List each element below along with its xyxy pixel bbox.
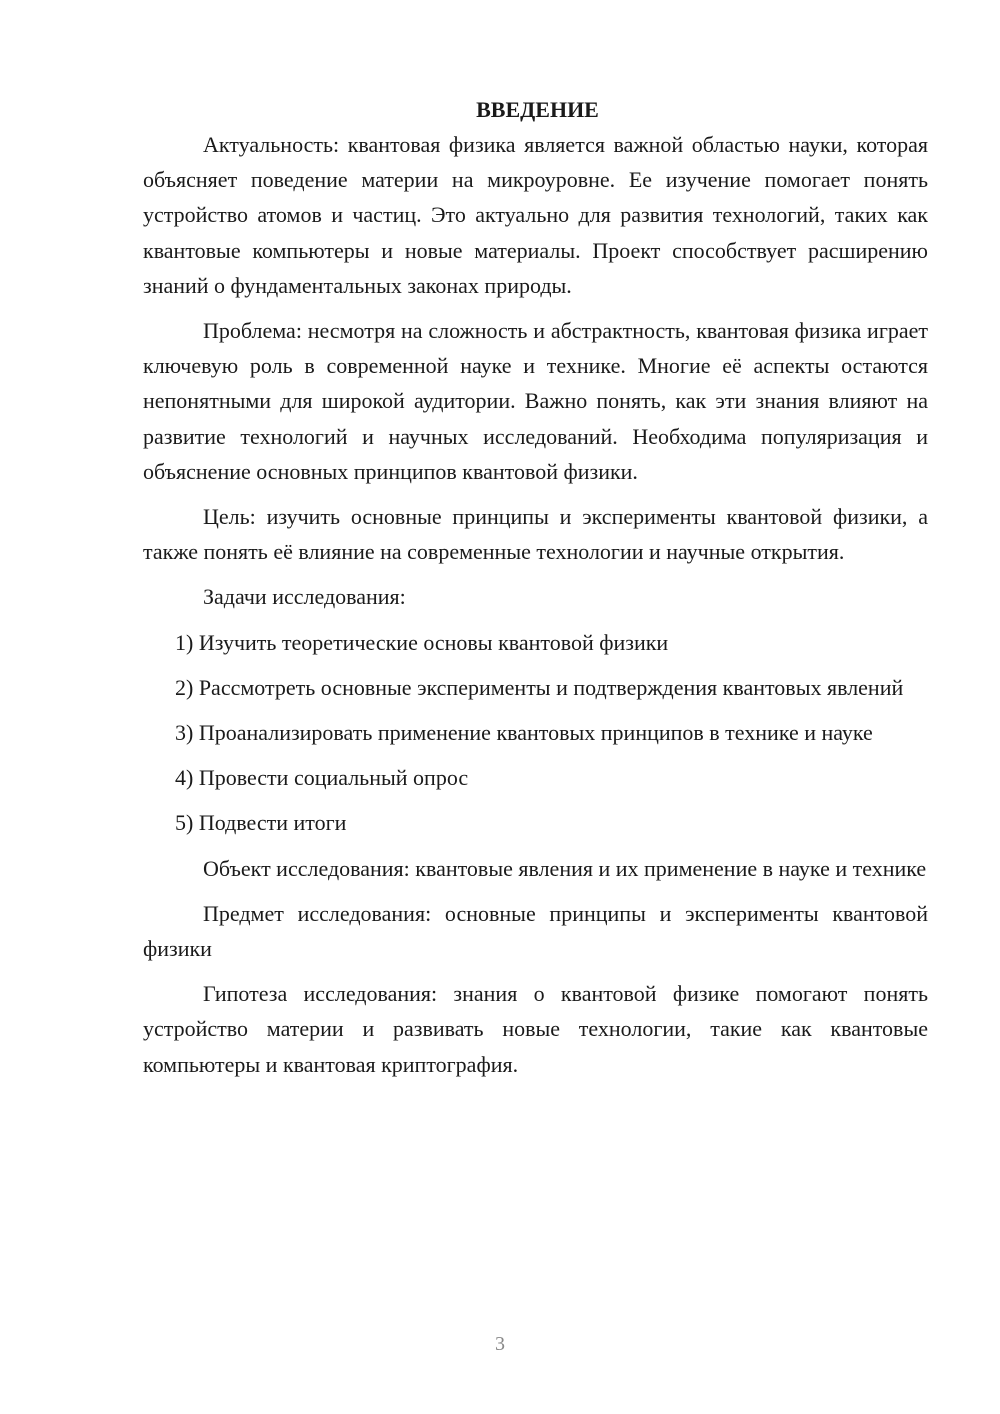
paragraph-hypothesis: Гипотеза исследования: знания о квантовой физике помогают понять устройство материи и развивать новые технологии, такие как квантовые компьютеры и квантовая криптография. xyxy=(143,981,928,1077)
paragraph-subject: Предмет исследования: основные принципы и эксперименты квантовой физики xyxy=(143,900,928,962)
task-item-2: 2) Рассмотреть основные эксперименты и подтверждения квантовых явлений xyxy=(175,674,904,700)
paragraph-object: Объект исследования: квантовые явления и их применение в науке и технике xyxy=(203,855,927,881)
task-item-4: 4) Провести социальный опрос xyxy=(175,765,469,791)
paragraph-tasks-title: Задачи исследования: xyxy=(203,584,406,610)
document-page xyxy=(143,92,928,1092)
paragraph-goal: Цель: изучить основные принципы и эксперименты квантовой физики, а также понять её влияние на современные технологии и научные открытия. xyxy=(143,504,928,565)
task-item-5: 5) Подвести итоги xyxy=(175,810,347,836)
task-item-1: 1) Изучить теоретические основы квантовой физики xyxy=(175,629,669,655)
section-heading: ВВЕДЕНИЕ xyxy=(476,97,599,122)
task-item-3: 3) Проанализировать применение квантовых принципов в технике и науке xyxy=(175,720,873,746)
paragraph-problem: Проблема: несмотря на сложность и абстрактность, квантовая физика играет ключевую роль в современной науке и технике. Многие её аспекты остаются непонятными для широкой аудитории. Важно понять, как эти знания влияют на развитие технологий и научных исследований. Необходима популяризация и объяснение основных принципов квантовой физики. xyxy=(143,318,928,484)
page-number: 3 xyxy=(495,1333,505,1355)
paragraph-relevance: Актуальность: квантовая физика является важной областью науки, которая объясняет поведение материи на микроуровне. Ее изучение помогает понять устройство атомов и частиц. Это актуально для развития технологий, таких как квантовые компьютеры и новые материалы. Проект способствует расширению знаний о фундаментальных законах природы. xyxy=(143,132,928,298)
